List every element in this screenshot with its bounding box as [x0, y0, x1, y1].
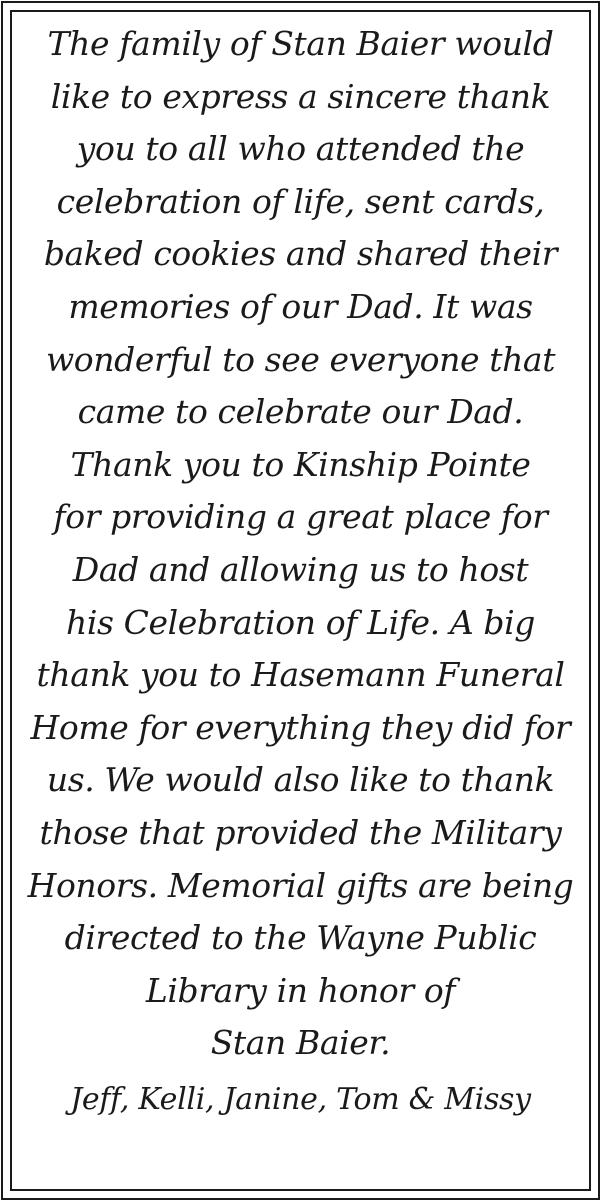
message-line: wonderful to see everyone that [45, 339, 556, 379]
message-line: baked cookies and shared their [43, 234, 558, 274]
message-line: like to express a sincere thank [50, 76, 551, 116]
message-line: Honors. Memorial gifts are being [27, 865, 574, 905]
message-line: Home for everything they did for [30, 707, 571, 747]
message-line: Stan Baier. [210, 1023, 391, 1063]
thank-you-notice [14, 14, 587, 1120]
message-line: thank you to Hasemann Funeral [36, 655, 565, 695]
message-line: came to celebrate our Dad. [77, 392, 524, 432]
message-line: Thank you to Kinship Pointe [70, 444, 531, 484]
message-line: for providing a great place for [53, 497, 548, 537]
message-line: Library in honor of [145, 970, 456, 1010]
message-line: those that provided the Military [39, 812, 562, 852]
signature: Jeff, Kelli, Janine, Tom & Missy [70, 1081, 531, 1117]
message-line: celebration of life, sent cards, [56, 181, 545, 221]
message-line: The family of Stan Baier would [47, 24, 554, 63]
notice-message [14, 18, 587, 1070]
message-line: you to all who attended the [76, 129, 525, 169]
message-line: directed to the Wayne Public [64, 918, 537, 958]
message-line: memories of our Dad. It was [68, 286, 533, 326]
message-line: us. We would also like to thank [46, 760, 555, 800]
message-line: his Celebration of Life. A big [66, 602, 535, 642]
message-line: Dad and allowing us to host [72, 549, 529, 589]
